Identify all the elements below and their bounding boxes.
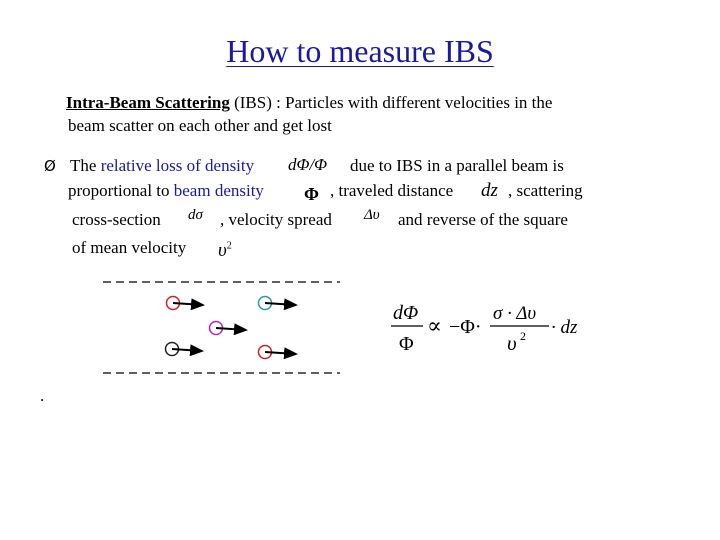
delta-v-symbol: Δυ	[364, 207, 380, 223]
particle-teal	[259, 297, 297, 310]
formula-rhs-numerator: σ · Δυ	[493, 303, 537, 324]
bullet-line-2-suffix: , traveled distance	[330, 181, 454, 200]
dphi-over-phi-symbol: dΦ/Φ	[288, 155, 328, 174]
beam-density-highlight: beam density	[173, 181, 264, 200]
bullet-line-2-end: , scattering	[508, 181, 583, 200]
formula-tail-dz: · dz	[551, 317, 578, 338]
formula-lhs-denominator: Φ	[399, 333, 414, 355]
particle-red-top	[167, 297, 204, 310]
dsigma-symbol: dσ	[188, 207, 203, 223]
formula-minus-phi: −Φ·	[449, 316, 482, 338]
particle-magenta	[210, 322, 247, 335]
bullet-line-2-prefix: proportional to	[68, 181, 174, 200]
phi-symbol: Φ	[304, 184, 319, 204]
ibs-definition-line-1	[66, 93, 552, 113]
relative-loss-highlight: relative loss of density	[100, 156, 255, 175]
v-squared-symbol	[218, 240, 232, 262]
particle-red-bottom	[259, 346, 297, 359]
ibs-term: Intra-Beam Scattering	[66, 93, 230, 112]
dz-symbol: dz	[481, 180, 498, 201]
formula-proportional-sign: ∝	[427, 313, 442, 338]
slide-title: How to measure IBS	[226, 33, 494, 69]
v-squared-base: υ	[218, 240, 227, 261]
ibs-definition-line-2: beam scatter on each other and get lost	[68, 116, 332, 135]
bullet-line-3-prefix: cross-section	[72, 210, 161, 229]
arrow-bullet-icon: Ø	[44, 157, 56, 175]
formula-rhs-exponent: 2	[520, 329, 526, 343]
stray-dot: .	[40, 386, 45, 405]
bullet-line-1	[70, 156, 254, 176]
bullet-line-1-prefix: The	[70, 156, 101, 175]
v-squared-exponent: 2	[226, 240, 232, 252]
bullet-line-3-end: and reverse of the square	[398, 210, 568, 229]
ibs-definition-rest: (IBS) : Particles with different velocities in the	[234, 93, 553, 112]
formula-rhs-denominator: υ	[507, 331, 517, 355]
formula-lhs-numerator: dΦ	[393, 302, 419, 324]
bullet-line-3-mid: , velocity spread	[220, 210, 332, 229]
bullet-line-1-suffix: due to IBS in a parallel beam is	[350, 156, 564, 175]
beam-illustration	[95, 272, 345, 382]
bullet-line-2	[68, 181, 264, 201]
bullet-line-4: of mean velocity	[72, 238, 187, 257]
particle-black	[166, 343, 203, 356]
ibs-formula	[385, 298, 585, 360]
